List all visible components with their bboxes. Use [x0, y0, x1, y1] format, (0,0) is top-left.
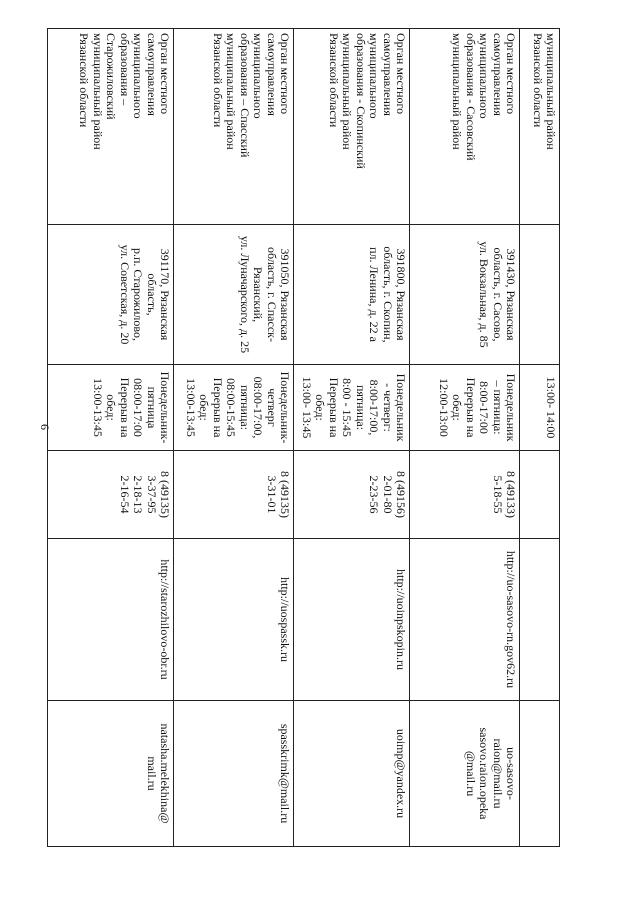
schedule-cell — [48, 365, 174, 451]
schedule-cell-line: 13:00-13:45 — [90, 378, 105, 437]
email-cell-line: uo-sasovo- — [504, 747, 518, 800]
phone-cell — [48, 451, 174, 539]
org-cell-line: муниципальный район — [450, 33, 465, 150]
org-cell-line: самоуправления — [264, 33, 279, 116]
org-cell-line: образования - Сасовский — [463, 33, 478, 161]
address-cell-line: ул. Советская, д. 20 — [117, 244, 132, 345]
email-cell-line: mail.ru — [144, 756, 159, 791]
email-cell — [294, 701, 410, 847]
schedule-cell-line: обед: — [197, 394, 212, 421]
address-cell-line: 391430, Рязанская — [504, 248, 518, 341]
org-cell-line: Рязанской области — [210, 33, 225, 128]
schedule-cell-line: 8:00-17:00 — [477, 381, 492, 434]
schedule-cell-line: 13:00- 14:00 — [544, 376, 558, 439]
address-cell — [48, 225, 174, 365]
org-cell-line: Рязанской области — [77, 33, 92, 128]
org-cell-line: Орган местного — [278, 33, 292, 115]
website-cell — [48, 539, 174, 701]
schedule-cell-line: 13:00- 13:45 — [299, 376, 314, 439]
phone-cell — [520, 451, 560, 539]
schedule-cell-line: 12:00-13:00 — [436, 378, 451, 437]
institutions-table — [47, 28, 560, 847]
website-cell — [410, 539, 520, 701]
phone-cell-line: 2-01-80 — [380, 475, 395, 514]
email-cell — [520, 701, 560, 847]
phone-cell — [410, 451, 520, 539]
org-cell-line: Рязанской области — [326, 33, 341, 128]
org-cell-line: Орган местного — [158, 33, 172, 115]
table-row — [48, 29, 174, 847]
org-cell-line: образования – Спасский — [237, 33, 252, 158]
phone-cell-line: 3-37-95 — [144, 475, 159, 514]
org-cell-line: Рязанской области — [530, 33, 545, 128]
schedule-cell-line: четверг — [264, 388, 279, 427]
org-cell — [410, 29, 520, 225]
schedule-cell — [410, 365, 520, 451]
org-cell-line: муниципального — [131, 33, 146, 119]
address-cell — [174, 225, 294, 365]
address-cell — [410, 225, 520, 365]
table-row — [174, 29, 294, 847]
email-cell-line: uoimp@yandex.ru — [394, 728, 408, 819]
schedule-cell-line: Понедельник- — [158, 371, 172, 444]
email-cell-line: raion@mail.ru — [490, 738, 505, 809]
org-cell — [48, 29, 174, 225]
phone-cell-line: 5-18-55 — [490, 475, 505, 514]
website-link[interactable]: http://uoinpskopin.ru — [394, 568, 408, 670]
email-cell — [174, 701, 294, 847]
schedule-cell-line: Перерыв на — [210, 377, 225, 438]
phone-cell-line: 8 (49135) — [278, 471, 292, 518]
website-link[interactable]: http://uospassk.ru — [278, 576, 292, 662]
org-cell-line: муниципального — [367, 33, 382, 119]
org-cell-line: самоуправления — [380, 33, 395, 116]
address-cell-line: ул. Вокзальная, д. 85 — [477, 241, 492, 348]
table-row — [294, 29, 410, 847]
org-cell — [174, 29, 294, 225]
schedule-cell-line: - четверг: — [380, 383, 395, 432]
address-cell-line: пл. Ленина, д. 22 а — [367, 247, 382, 342]
org-cell-line: муниципальный район — [544, 33, 558, 150]
org-cell-line: Старожиловский — [104, 33, 119, 120]
phone-cell-line: 2-16-54 — [117, 475, 132, 514]
website-cell — [294, 539, 410, 701]
phone-cell — [294, 451, 410, 539]
schedule-cell-line: пятница: — [237, 384, 252, 431]
schedule-cell — [294, 365, 410, 451]
address-cell-line: ул. Луначарского, д. 25 — [237, 235, 252, 354]
org-cell — [294, 29, 410, 225]
email-cell-line: spasskrimk@mail.ru — [278, 723, 292, 824]
address-cell — [520, 225, 560, 365]
address-cell-line: область, — [144, 273, 159, 316]
schedule-cell-line: Перерыв на — [326, 377, 341, 438]
org-cell-line: муниципальный район — [90, 33, 105, 150]
address-cell-line: 391050, Рязанская — [278, 248, 292, 341]
schedule-cell-line: 8:00 - 15:45 — [340, 378, 355, 437]
phone-cell-line: 8 (49156) — [394, 471, 408, 518]
org-cell-line: Орган местного — [394, 33, 408, 115]
org-cell-line: образования - Скопинский — [353, 33, 368, 169]
email-cell-line: sasovo.raion.opeka — [477, 727, 492, 820]
schedule-cell-line: пятница — [144, 386, 159, 429]
table-row — [520, 29, 560, 847]
email-cell — [410, 701, 520, 847]
org-cell-line: самоуправления — [144, 33, 159, 116]
website-link[interactable]: http://uo-sasovo-rn.gov62.ru — [504, 550, 518, 689]
schedule-cell-line: Понедельник — [504, 373, 518, 442]
address-cell-line: область, г. Сасово, — [490, 247, 505, 342]
schedule-cell-line: 08:00-15:45 — [224, 378, 239, 437]
schedule-cell-line: обед: — [450, 394, 465, 421]
website-cell — [520, 539, 560, 701]
org-cell-line: самоуправления — [490, 33, 505, 116]
schedule-cell-line: Понедельник- — [278, 371, 292, 444]
org-cell-line: Орган местного — [504, 33, 518, 115]
address-cell — [294, 225, 410, 365]
schedule-cell — [174, 365, 294, 451]
schedule-cell-line: 8:00-17:00, — [367, 379, 382, 436]
phone-cell-line: 8 (49135) — [158, 471, 172, 518]
email-cell-line: natasha.melekhina@ — [158, 723, 172, 824]
org-cell-line: муниципального — [477, 33, 492, 119]
schedule-cell — [520, 365, 560, 451]
table-row — [410, 29, 520, 847]
address-cell-line: р.п. Старожилово, — [131, 248, 146, 341]
rotated-table-container — [77, 28, 560, 848]
website-link[interactable]: http://starozhilovo-obr.ru — [158, 559, 172, 680]
address-cell-line: область, г. Спасск- — [264, 247, 279, 342]
phone-cell-line: 3-31-01 — [264, 475, 279, 514]
schedule-cell-line: Перерыв на — [463, 377, 478, 438]
schedule-cell-line: 13:00-13:45 — [183, 378, 198, 437]
schedule-cell-line: пятница: — [353, 384, 368, 431]
org-cell-line: муниципальный район — [224, 33, 239, 150]
phone-cell-line: 2-18-13 — [131, 475, 146, 514]
schedule-cell-line: Перерыв на — [117, 377, 132, 438]
org-cell-line: образования – — [117, 33, 132, 106]
org-cell — [520, 29, 560, 225]
address-cell-line: область, г. Скопин, — [380, 246, 395, 343]
address-cell-line: Рязанский, — [251, 266, 266, 323]
org-cell-line: муниципального — [251, 33, 266, 119]
email-cell — [48, 701, 174, 847]
phone-cell-line: 8 (49133) — [504, 471, 518, 518]
schedule-cell-line: – пятница: — [490, 380, 505, 435]
schedule-cell-line: 08:00-17:00 — [131, 378, 146, 437]
schedule-cell-line: обед: — [104, 394, 119, 421]
phone-cell-line: 2-23-56 — [367, 475, 382, 514]
phone-cell — [174, 451, 294, 539]
schedule-cell-line: 08:00-17:00, — [251, 376, 266, 439]
address-cell-line: 391800, Рязанская — [394, 248, 408, 341]
org-cell-line: муниципальный район — [340, 33, 355, 150]
address-cell-line: 391170, Рязанская — [158, 248, 172, 341]
schedule-cell-line: Понедельник — [394, 373, 408, 442]
schedule-cell-line: обед: — [313, 394, 328, 421]
website-cell — [174, 539, 294, 701]
page-number: 6 — [38, 424, 52, 430]
email-cell-line: @mail.ru — [463, 750, 478, 797]
